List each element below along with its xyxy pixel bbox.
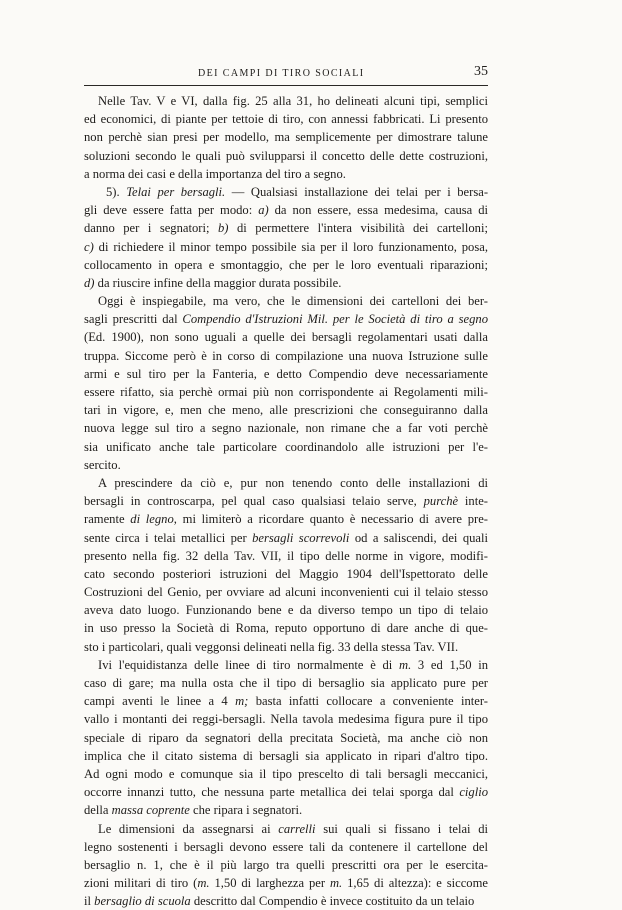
text-run: 1,65 di altezza): e siccome — [342, 876, 488, 890]
text-run: a norma dei casi e della importanza del tiro a segno. — [84, 167, 346, 181]
text-run: descritto dal Compendio è invece costituito da un telaio — [191, 894, 475, 908]
italic-text: massa coprente — [112, 803, 190, 817]
text-line — [84, 747, 488, 765]
text-run: Ad ogni modo e comunque sia il tipo prescelto di tali bersagli meccanici, — [84, 767, 488, 781]
text-run: 3 ed 1,50 in — [411, 658, 488, 672]
text-run: da non essere, essa medesima, causa di — [269, 203, 488, 217]
text-run: che ripara i segnatori. — [190, 803, 302, 817]
text-run: vallo i montanti dei reggi-bersagli. Nella tavola medesima figura pure il tipo — [84, 712, 488, 726]
text-run: essere rifatto, sia perchè ormai più non corrispondente ai Regolamenti mili- — [84, 385, 488, 399]
text-run: di permettere l'intera visibilità dei cartelloni; — [228, 221, 488, 235]
text-run: nuova legge sul tiro a segno nazionale, non rimane che a far voti perchè — [84, 421, 488, 435]
text-line — [84, 456, 488, 474]
italic-text: m. — [330, 876, 342, 890]
text-run: Costruzioni del Genio, per ovviare ad alcuni inconvenienti cui il telaio stesso — [84, 585, 488, 599]
text-run: 1,50 di larghezza per — [210, 876, 330, 890]
italic-text: a) — [258, 203, 269, 217]
text-run: sia unificato anche tale particolare coordinandolo alle istruzioni per l'e- — [84, 440, 488, 454]
text-run: Oggi è inspiegabile, ma vero, che le dimensioni dei cartelloni dei ber- — [98, 294, 488, 308]
text-run: della — [84, 803, 112, 817]
text-run: sui quali si fissano i telai di — [316, 822, 488, 836]
text-run: non perchè sian presi per modello, ma semplicemente per dimostrare talune — [84, 130, 488, 144]
text-line — [84, 583, 488, 601]
text-run: di richiedere il minor tempo possibile sia per il loro funzionamento, posa, — [94, 240, 488, 254]
italic-text: Telai per bersagli. — [126, 185, 225, 199]
italic-text: ciglio — [459, 785, 488, 799]
text-line — [84, 365, 488, 383]
text-run: occorre innanzi tutto, che nessuna parte metallica dei telai sporga dal — [84, 785, 459, 799]
text-run: gli deve essere fatta per modo: — [84, 203, 258, 217]
text-run: presento nella fig. 32 della Tav. VII, il tipo delle norme in vigore, modifi- — [84, 549, 488, 563]
italic-text: m. — [399, 658, 411, 672]
text-line — [84, 438, 488, 456]
text-line — [84, 474, 488, 492]
text-line — [84, 274, 488, 292]
running-title: DEI CAMPI DI TIRO SOCIALI — [198, 68, 364, 79]
text-line — [84, 619, 488, 637]
text-line — [84, 383, 488, 401]
text-run: 5). — [106, 185, 126, 199]
text-run: Ivi l'equidistanza delle linee di tiro normalmente è di — [98, 658, 399, 672]
text-run: campi aventi le linee a 4 — [84, 694, 235, 708]
text-run: bersagli in controscarpa, pel qual caso qualsiasi telaio serve, — [84, 494, 424, 508]
text-line — [84, 820, 488, 838]
text-line — [84, 419, 488, 437]
text-run: caso di gare; ma nulla osta che il tipo di bersaglio sia applicato pure per — [84, 676, 488, 690]
text-line — [84, 310, 488, 328]
text-run: sagli prescritti dal — [84, 312, 182, 326]
paragraph — [84, 92, 488, 183]
italic-text: d) — [84, 276, 95, 290]
text-run: speciale di riparo da segnatori della precitata Società, ma anche ciò non — [84, 731, 488, 745]
paragraph — [84, 820, 488, 910]
text-line — [84, 92, 488, 110]
italic-text: c) — [84, 240, 94, 254]
text-run: danno per i segnatori; — [84, 221, 218, 235]
text-run: sto i particolari, quali veggonsi delineati nella fig. 33 della stessa Tav. VII. — [84, 640, 458, 654]
text-line — [84, 238, 488, 256]
text-line — [84, 892, 488, 910]
text-line — [84, 183, 488, 201]
text-run: bersaglio n. 1, che è il più largo tra quelli prescritti ora per le esercita- — [84, 858, 488, 872]
text-run: aveva dato luogo. Funzionando bene e da diverso tempo un tipo di telaio — [84, 603, 488, 617]
text-line — [84, 128, 488, 146]
text-line — [84, 529, 488, 547]
text-run: — Qualsiasi installazione dei telai per i bersa- — [225, 185, 488, 199]
body-text — [84, 92, 488, 910]
text-line — [84, 401, 488, 419]
text-run: da riuscire infine della maggior durata possibile. — [95, 276, 342, 290]
text-line — [84, 874, 488, 892]
page-number: 35 — [474, 64, 488, 80]
text-line — [84, 838, 488, 856]
text-line — [84, 147, 488, 165]
text-line — [84, 674, 488, 692]
text-run: in uso presso la Società di Roma, reputo opportuno di dare anche di que- — [84, 621, 488, 635]
text-line — [84, 565, 488, 583]
italic-text: carrelli — [278, 822, 315, 836]
text-line — [84, 292, 488, 310]
running-header — [84, 62, 488, 86]
text-run: od a saliscendi, dei quali — [349, 531, 488, 545]
text-line — [84, 692, 488, 710]
text-line — [84, 638, 488, 656]
text-line — [84, 601, 488, 619]
text-run: A prescindere da ciò e, pur non tenendo conto delle installazioni di — [98, 476, 488, 490]
text-line — [84, 856, 488, 874]
header-rule — [84, 85, 488, 86]
text-run: basta infatti collocare a conveniente inter- — [248, 694, 488, 708]
paragraph — [84, 183, 488, 292]
text-run: cato secondo posteriori istruzioni del Maggio 1904 dell'Ispettorato delle — [84, 567, 488, 581]
italic-text: m. — [197, 876, 209, 890]
text-run: soluzioni secondo le quali può svilupparsi il concetto delle dette costruzioni, — [84, 149, 488, 163]
text-run: , mi limiterò a ricordare quanto è necessario di avere pre- — [174, 512, 488, 526]
italic-text: Compendio d'Istruzioni Mil. per le Società di tiro a segno — [182, 312, 488, 326]
text-run: inte- — [458, 494, 488, 508]
text-run: sercito. — [84, 458, 121, 472]
italic-text: purchè — [424, 494, 459, 508]
text-run: Nelle Tav. V e VI, dalla fig. 25 alla 31, ho delineati alcuni tipi, semplici — [98, 94, 488, 108]
text-run: legno sostenenti i bersagli devono essere tali da contenere il cartellone del — [84, 840, 488, 854]
text-line — [84, 347, 488, 365]
text-line — [84, 547, 488, 565]
text-line — [84, 510, 488, 528]
text-run: armi e sul tiro per la Fanteria, e detto Compendio deve necessariamente — [84, 367, 488, 381]
text-line — [84, 219, 488, 237]
italic-text: b) — [218, 221, 229, 235]
text-run: implica che il citato sistema di bersagli sia applicato in ripari d'altro tipo. — [84, 749, 488, 763]
text-line — [84, 492, 488, 510]
text-run: ramente — [84, 512, 130, 526]
text-run: Le dimensioni da assegnarsi ai — [98, 822, 278, 836]
text-run: il — [84, 894, 94, 908]
text-line — [84, 801, 488, 819]
text-line — [84, 656, 488, 674]
italic-text: m; — [235, 694, 248, 708]
text-run: collocamento in opera e smontaggio, che per le loro eventuali riparazioni; — [84, 258, 488, 272]
paragraph — [84, 292, 488, 474]
paragraph — [84, 656, 488, 820]
text-line — [84, 765, 488, 783]
italic-text: di legno — [130, 512, 174, 526]
text-line — [84, 328, 488, 346]
text-line — [84, 256, 488, 274]
text-run: sente circa i telai metallici per — [84, 531, 252, 545]
text-line — [84, 783, 488, 801]
italic-text: bersaglio di scuola — [94, 894, 191, 908]
text-line — [84, 110, 488, 128]
text-run: (Ed. 1900), non sono uguali a quelle dei bersagli regolamentari usati dalla — [84, 330, 488, 344]
text-line — [84, 165, 488, 183]
text-run: tari in vigore, e, men che meno, alle prescrizioni che conseguiranno dalla — [84, 403, 488, 417]
text-run: zioni militari di tiro ( — [84, 876, 197, 890]
text-line — [84, 201, 488, 219]
text-line — [84, 729, 488, 747]
text-run: truppa. Siccome però è in corso di compilazione una nuova Istruzione sulle — [84, 349, 488, 363]
paragraph — [84, 474, 488, 656]
text-run: ed economici, di piante per tettoie di tiro, con annessi fabbricati. Li presento — [84, 112, 488, 126]
italic-text: bersagli scorrevoli — [252, 531, 349, 545]
text-line — [84, 710, 488, 728]
